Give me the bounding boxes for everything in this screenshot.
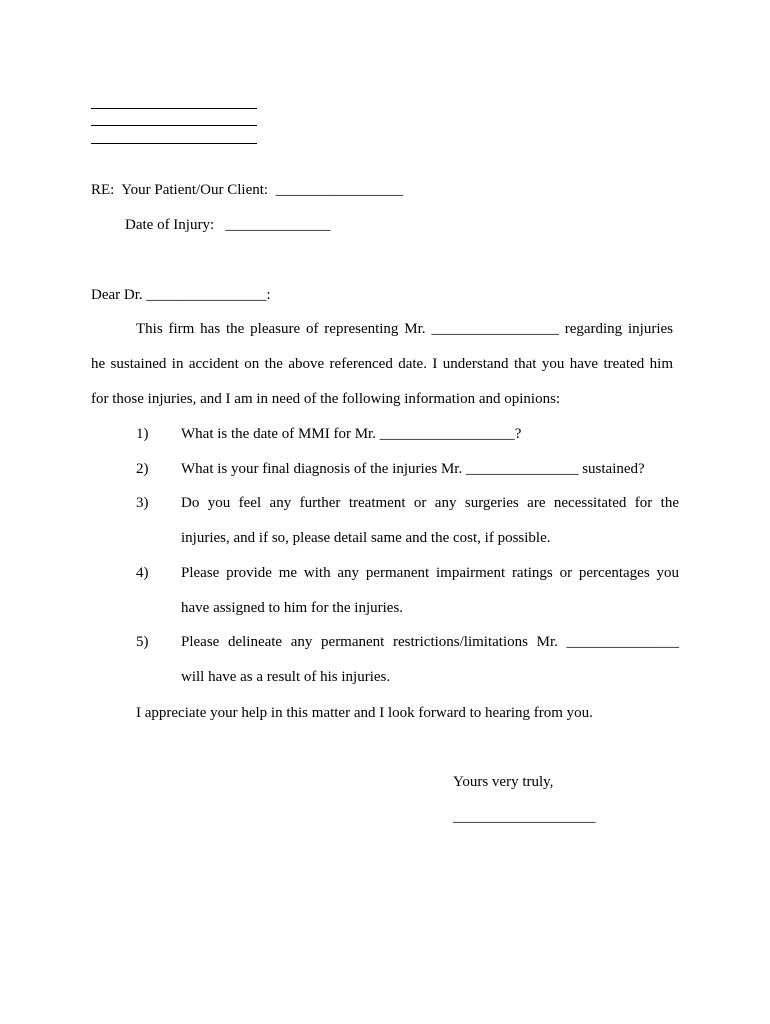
question-text-continued: will have as a result of his injuries.: [181, 669, 391, 685]
question-text: What is the date of MMI for Mr. __________________?: [181, 426, 522, 442]
intro-line-1: This firm has the pleasure of representing Mr. _________________ regarding injuries: [136, 321, 673, 337]
question-number: 5): [136, 634, 149, 650]
address-line-2[interactable]: [91, 125, 257, 126]
closing-paragraph: I appreciate your help in this matter and I look forward to hearing from you.: [136, 705, 593, 721]
sign-off: Yours very truly,: [453, 774, 554, 790]
intro-line-3: for those injuries, and I am in need of the following information and opinions:: [91, 391, 561, 407]
question-text-continued: injuries, and if so, please detail same and the cost, if possible.: [181, 530, 551, 546]
question-number: 3): [136, 495, 149, 511]
question-number: 4): [136, 565, 149, 581]
question-text: What is your final diagnosis of the injuries Mr. _______________ sustained?: [181, 461, 645, 477]
re-line: RE: Your Patient/Our Client: _________________: [91, 182, 404, 198]
date-of-injury-line: Date of Injury: ______________: [125, 217, 331, 233]
question-text-continued: have assigned to him for the injuries.: [181, 600, 404, 616]
question-text: Do you feel any further treatment or any surgeries are necessitated for the: [181, 495, 679, 511]
address-line-3[interactable]: [91, 143, 257, 144]
intro-line-2: he sustained in accident on the above referenced date. I understand that you have treated him: [91, 356, 673, 372]
question-text: Please delineate any permanent restrictions/limitations Mr. _______________: [181, 634, 679, 650]
address-line-1[interactable]: [91, 108, 257, 109]
signature-line[interactable]: ___________________: [453, 809, 596, 825]
salutation: Dear Dr. ________________:: [91, 287, 271, 303]
question-number: 2): [136, 461, 149, 477]
question-text: Please provide me with any permanent impairment ratings or percentages you: [181, 565, 679, 581]
question-number: 1): [136, 426, 149, 442]
